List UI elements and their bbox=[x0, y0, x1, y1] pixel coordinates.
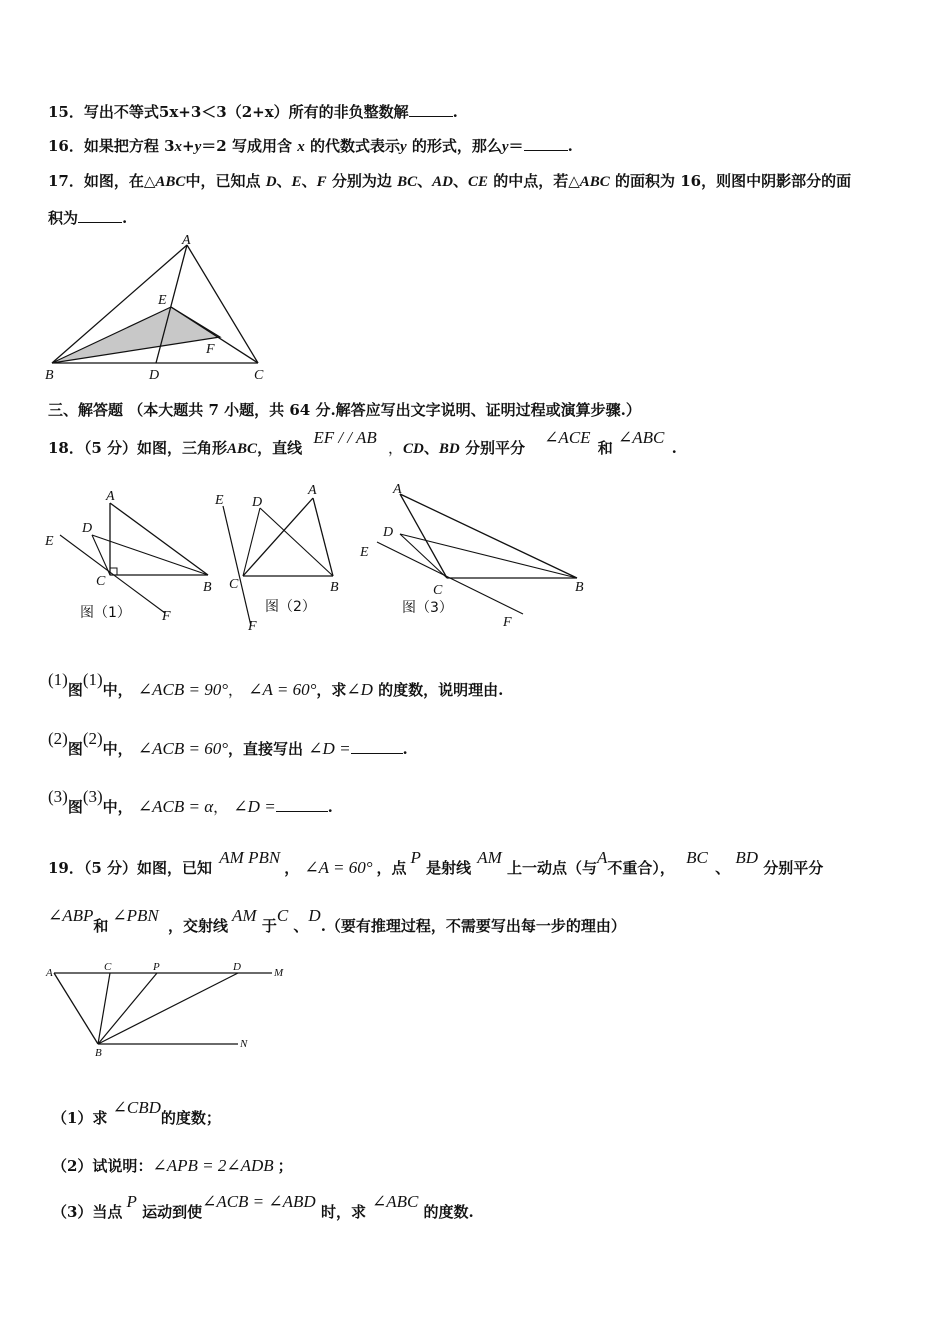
question-19-line2: ∠ABP和∠PBN ，交射线AM 于C 、D.（要有推理过程，不需要写出每一步的理由） bbox=[48, 906, 626, 935]
figure-18-3 bbox=[355, 478, 595, 633]
svg-text:A: A bbox=[46, 967, 53, 979]
label-b: B bbox=[45, 368, 54, 383]
svg-text:D: D bbox=[82, 521, 93, 536]
svg-text:B: B bbox=[95, 1047, 102, 1059]
svg-text:E: E bbox=[215, 493, 224, 508]
figure-caption: 图（2） bbox=[265, 599, 316, 615]
svg-text:B: B bbox=[330, 580, 339, 595]
svg-text:C: C bbox=[96, 574, 106, 589]
svg-text:A: A bbox=[393, 482, 402, 497]
svg-text:D: D bbox=[383, 525, 394, 540]
svg-text:P: P bbox=[153, 961, 160, 973]
svg-text:D: D bbox=[252, 495, 263, 510]
svg-text:C: C bbox=[229, 577, 239, 592]
question-19: 19．（5 分）如图，已知 AM PBN， ∠A = 60° ，点P 是射线AM 上一动点（与A不重合）， BC 、 BD 分别平分 bbox=[48, 848, 824, 877]
figure-18-1 bbox=[40, 485, 220, 630]
svg-text:A: A bbox=[308, 483, 317, 498]
label-d: D bbox=[149, 368, 160, 383]
answer-blank bbox=[78, 208, 122, 223]
triangle-figure-q17 bbox=[40, 235, 280, 385]
question-18-part-1: (1)图(1)中， ∠ACB = 90°， ∠A = 60°，求∠D 的度数，说明理由. bbox=[48, 670, 504, 699]
figure-caption: 图（3） bbox=[402, 600, 453, 616]
answer-blank bbox=[351, 739, 403, 754]
svg-text:F: F bbox=[248, 619, 257, 634]
math-angle-ace: ∠ACE bbox=[544, 428, 591, 447]
math-ef-parallel-ab: EF / / AB bbox=[313, 428, 377, 447]
svg-text:A: A bbox=[106, 489, 115, 504]
svg-text:B: B bbox=[203, 580, 212, 595]
question-number: 15． bbox=[48, 103, 84, 121]
svg-text:B: B bbox=[575, 580, 584, 595]
question-15: 15．写出不等式5x+3＜3（2+x）所有的非负整数解 . bbox=[48, 103, 458, 121]
question-text: 写出不等式5x+3＜3（2+x）所有的非负整数解 bbox=[83, 103, 409, 121]
answer-blank bbox=[524, 136, 568, 151]
math-am-parallel-bn: AM PBN bbox=[219, 848, 281, 867]
question-19-part-2: （2）试说明：∠APB = 2∠ADB ； bbox=[52, 1156, 293, 1175]
answer-blank bbox=[276, 797, 328, 812]
label-e: E bbox=[158, 293, 167, 308]
question-17: 17．如图，在△ABC中，已知点 D、E、F 分别为边 BC、AD、CE 的中点，若△ABC 的面积为 16，则图中阴影部分的面 bbox=[48, 172, 852, 190]
svg-text:D: D bbox=[233, 961, 241, 973]
svg-text:N: N bbox=[240, 1038, 248, 1050]
question-number: 16． bbox=[48, 137, 84, 155]
math-angle-abc: ∠ABC bbox=[618, 428, 665, 447]
section-title: 三、解答题 bbox=[48, 401, 124, 419]
svg-text:M: M bbox=[274, 967, 284, 979]
svg-text:F: F bbox=[162, 609, 171, 624]
side-ac bbox=[187, 245, 258, 363]
label-a: A bbox=[182, 233, 191, 248]
figure-q19 bbox=[40, 958, 300, 1063]
right-angle-mark bbox=[110, 568, 117, 575]
question-number: 17． bbox=[48, 172, 84, 190]
label-c: C bbox=[254, 368, 264, 383]
svg-text:E: E bbox=[45, 534, 54, 549]
svg-text:F: F bbox=[503, 615, 512, 630]
svg-text:C: C bbox=[433, 583, 443, 598]
question-18-part-2: (2)图(2)中， ∠ACB = 60°，直接写出 ∠D = . bbox=[48, 729, 408, 758]
section-note: （本大题共 7 小题，共 64 分.解答应写出文字说明、证明过程或演算步骤.） bbox=[128, 401, 641, 419]
question-17-line2: 积为 . bbox=[48, 209, 128, 227]
shaded-triangle bbox=[52, 307, 220, 363]
answer-blank bbox=[409, 102, 453, 117]
question-number: 18． bbox=[48, 439, 84, 457]
question-19-part-1: （1）求 ∠CBD的度数； bbox=[52, 1098, 221, 1127]
label-f: F bbox=[206, 342, 215, 357]
question-number: 19． bbox=[48, 859, 84, 877]
figure-caption: 图（1） bbox=[80, 605, 131, 621]
question-16: 16．如果把方程 3x+y＝2 写成用含 x 的代数式表示y 的形式，那么y＝ . bbox=[48, 137, 573, 155]
figure-18-2 bbox=[205, 478, 355, 633]
question-19-part-3: （3）当点P 运动到使∠ACB = ∠ABD 时，求∠ABC 的度数. bbox=[52, 1192, 474, 1221]
svg-text:C: C bbox=[104, 961, 112, 973]
question-18-part-3: (3)图(3)中， ∠ACB = α， ∠D = . bbox=[48, 787, 333, 816]
svg-text:E: E bbox=[360, 545, 369, 560]
question-18: 18．（5 分）如图，三角形ABC，直线 EF / / AB ，CD、BD 分别平分 ∠ACE 和 ∠ABC . bbox=[48, 428, 677, 457]
section-heading bbox=[48, 400, 641, 420]
